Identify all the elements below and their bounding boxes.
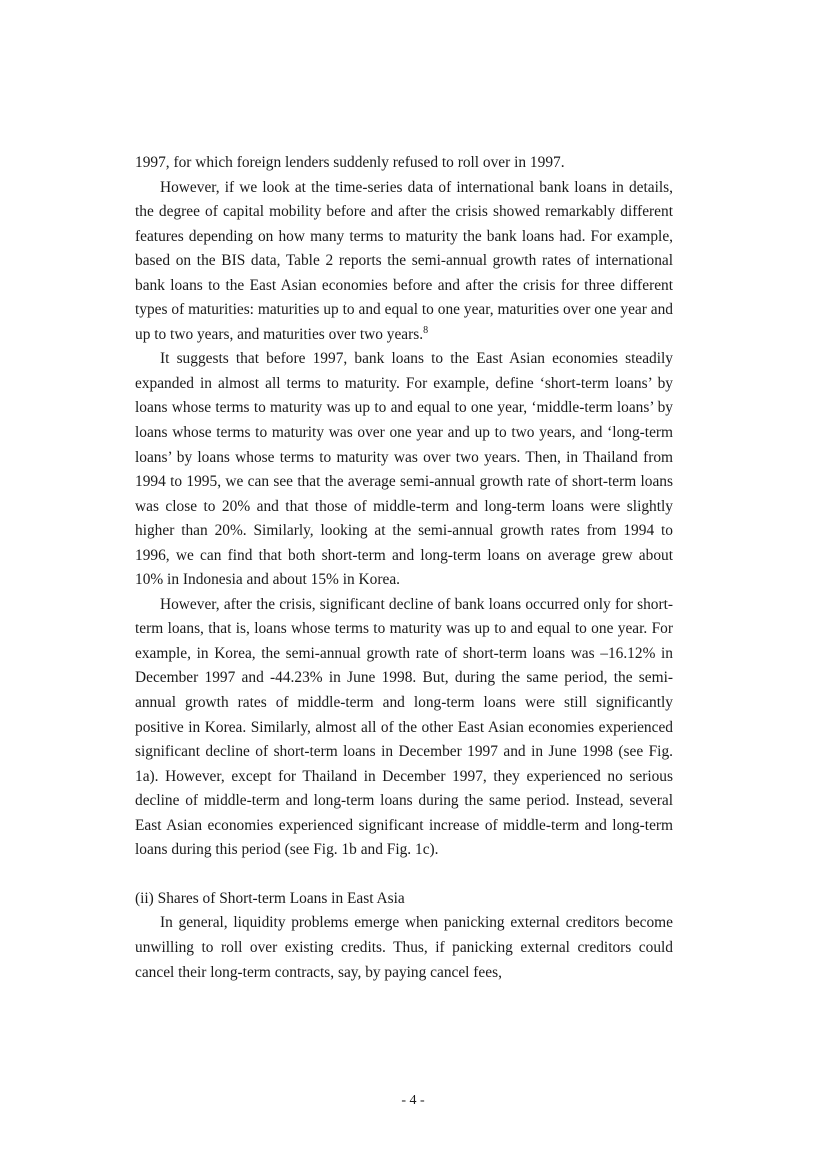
paragraph-text: However, if we look at the time-series data of international bank loans in details, the degree of capital mobility before and after the crisis showed remarkably different features depending on how many terms to maturity the bank loans had. For example, based on the BIS data, Table 2 reports the semi-annual growth rates of international bank loans to the East Asian economies before and after the crisis for three different types of maturities: maturities up to and equal to one year, maturities over one year and up to two years, and maturities over two years. [135,178,673,343]
paragraph-maturity-growth [135,176,673,348]
paragraph-after-crisis: However, after the crisis, significant decline of bank loans occurred only for short-term loans, that is, loans whose terms to maturity was up to and equal to one year. For example, in Korea, the semi-annual growth rate of short-term loans was –16.12% in December 1997 and -44.23% in June 1998. But, during the same period, the semi-annual growth rates of middle-term and long-term loans were still significantly positive in Korea. Similarly, almost all of the other East Asian economies experienced significant decline of short-term loans in December 1997 and in June 1998 (see Fig. 1a). However, except for Thailand in December 1997, they experienced no serious decline of middle-term and long-term loans during the same period. Instead, several East Asian economies experienced significant increase of middle-term and long-term loans during this period (see Fig. 1b and Fig. 1c). [135,595,673,859]
section-heading: (ii) Shares of Short-term Loans in East Asia [135,889,405,907]
page-number: - 4 - [401,1093,425,1108]
footnote-marker: 8 [423,324,429,336]
paragraph-continuation: 1997, for which foreign lenders suddenly refused to roll over in 1997. [135,154,565,171]
paragraph-liquidity: In general, liquidity problems emerge when panicking external creditors become unwilling to roll over existing credits. Thus, if panicking external creditors could cancel their long-term contracts, say, by paying cancel fees, [135,914,673,981]
paragraph-before-crisis: It suggests that before 1997, bank loans to the East Asian economies steadily expanded in almost all terms to maturity. For example, define ‘short-term loans’ by loans whose terms to maturity was up to and equal to one year, ‘middle-term loans’ by loans whose terms to maturity was over one year and up to two years, and ‘long-term loans’ by loans whose terms to maturity was over two years. Then, in Thailand from 1994 to 1995, we can see that the average semi-annual growth rate of short-term loans was close to 20% and that those of middle-term and long-term loans were slightly higher than 20%. Similarly, looking at the semi-annual growth rates from 1994 to 1996, we can find that both short-term and long-term loans on average grew about 10% in Indonesia and about 15% in Korea. [135,350,673,589]
body-text [135,151,673,985]
